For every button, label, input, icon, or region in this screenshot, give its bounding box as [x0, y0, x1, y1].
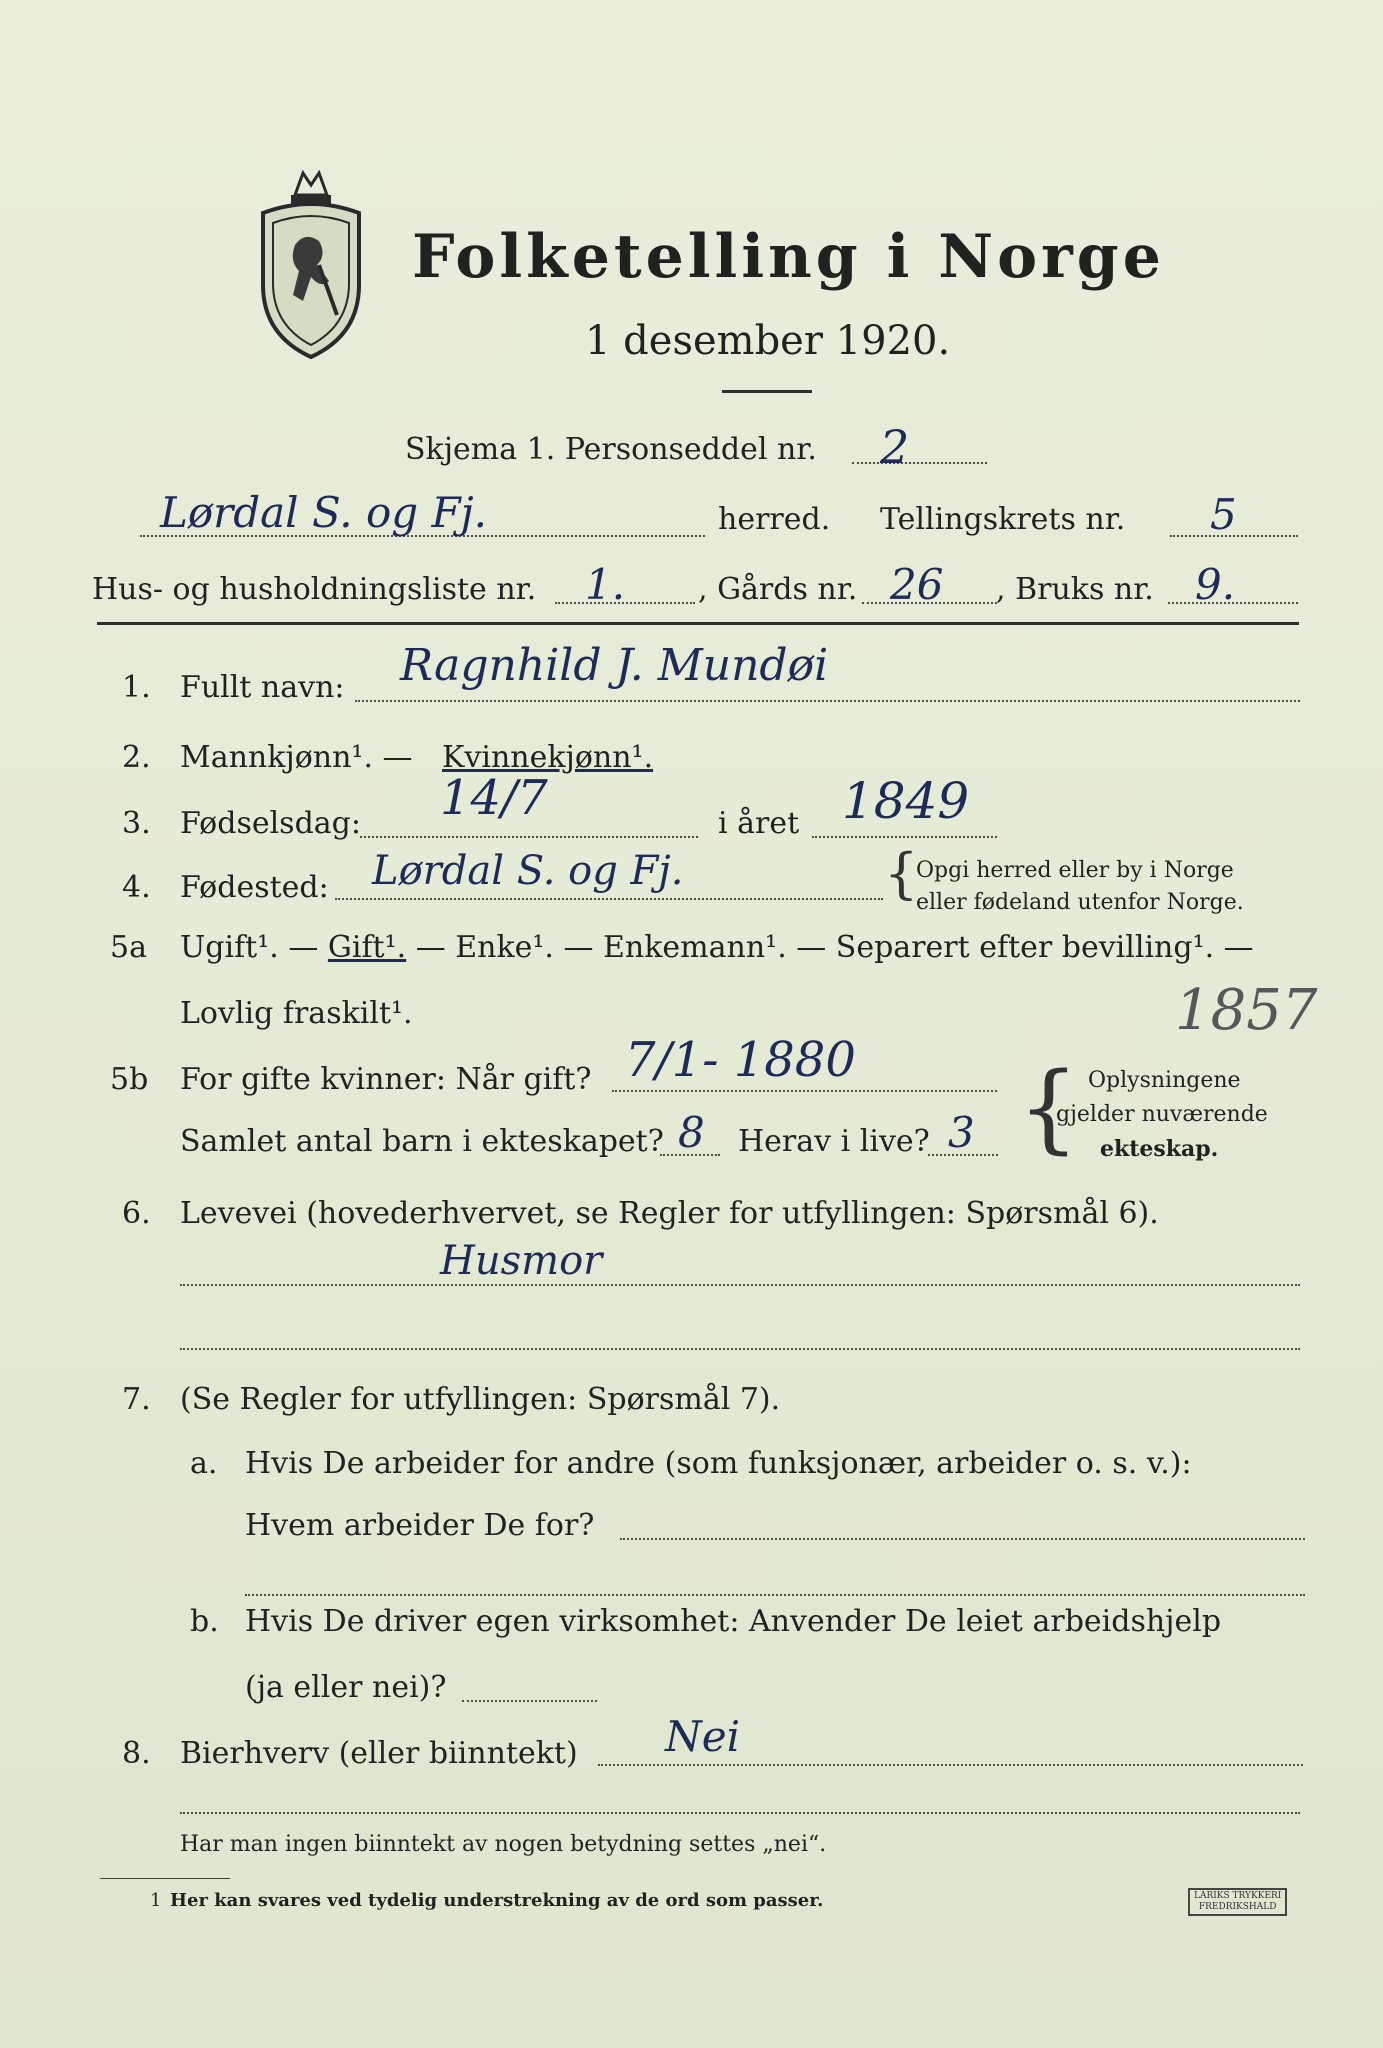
q5b-label: For gifte kvinner: Når gift? [180, 1062, 592, 1097]
q5a-other-options[interactable]: — Enke¹. — Enkemann¹. — Separert efter bevilling¹. — [406, 930, 1254, 965]
q1-line [355, 700, 1300, 702]
q8-line1 [598, 1764, 1303, 1766]
full-name-value[interactable]: Ragnhild J. Mundøi [400, 640, 829, 691]
q5a-married-option[interactable]: Gift¹. [327, 930, 407, 965]
q6-number: 6. [122, 1196, 151, 1231]
q7a-label: Hvis De arbeider for andre (som funksjonær, arbeider o. s. v.): [245, 1446, 1192, 1481]
birth-year-value[interactable]: 1849 [842, 772, 970, 830]
birth-day-value[interactable]: 14/7 [440, 770, 548, 826]
q2-number: 2. [122, 740, 151, 775]
q5b-number: 5b [110, 1062, 149, 1097]
q7b-label: Hvis De driver egen virksomhet: Anvender De leiet arbeidshjelp [245, 1604, 1222, 1639]
q8-label: Bierhverv (eller biinntekt) [180, 1736, 578, 1771]
footnote-text: Her kan svares ved tydelig understrekning av de ord som passer. [170, 1890, 824, 1911]
q7b-line [462, 1700, 597, 1702]
q5a-number: 5a [110, 930, 147, 965]
q5b-note-line1: Oplysningene [1088, 1068, 1241, 1093]
krets-value[interactable]: 5 [1210, 490, 1237, 539]
hus-label: Hus- og husholdningsliste nr. [92, 572, 537, 607]
footnote-marker: 1 [150, 1890, 162, 1911]
q5a-line2[interactable]: Lovlig fraskilt¹. [180, 996, 413, 1031]
side-income-value[interactable]: Nei [665, 1712, 741, 1761]
q3-label: Fødselsdag: [180, 806, 361, 841]
q7a-letter: a. [190, 1446, 218, 1481]
schema-label: Skjema 1. Personseddel nr. [405, 432, 817, 467]
q7b-letter: b. [190, 1604, 219, 1639]
occupation-value[interactable]: Husmor [440, 1238, 603, 1284]
marriage-date-value[interactable]: 7/1- 1880 [625, 1032, 856, 1088]
header-divider [97, 622, 1299, 625]
q5b-brace: { [1018, 1052, 1080, 1164]
q1-label: Fullt navn: [180, 670, 345, 705]
footnote-divider [100, 1878, 230, 1879]
q7-label: (Se Regler for utfyllingen: Spørsmål 7). [180, 1382, 781, 1417]
q8-line2 [180, 1812, 1300, 1814]
q6-line1 [180, 1284, 1300, 1286]
gards-value[interactable]: 26 [890, 560, 944, 609]
q5a-unmarried-option[interactable]: Ugift¹. — [180, 930, 328, 965]
children-alive-value[interactable]: 3 [948, 1108, 975, 1157]
herred-label: herred. [718, 502, 831, 537]
q4-brace: { [884, 842, 919, 905]
bruks-label: , Bruks nr. [996, 572, 1154, 607]
q3-year-line [812, 836, 997, 838]
q3-number: 3. [122, 806, 151, 841]
census-date: 1 desember 1920. [585, 318, 951, 364]
q7b-label2: (ja eller nei)? [245, 1670, 447, 1705]
person-nr-line [852, 462, 987, 464]
q8-number: 8. [122, 1736, 151, 1771]
children-count-value[interactable]: 8 [678, 1108, 705, 1157]
hus-value[interactable]: 1. [585, 560, 626, 609]
q4-label: Fødested: [180, 870, 329, 905]
q5b-married-line [612, 1090, 997, 1092]
q7a-line1 [620, 1538, 1305, 1540]
q8-note: Har man ingen biinntekt av nogen betydning settes „nei“. [180, 1832, 827, 1857]
printer-stamp-line1: LARIKS TRYKKERI [1194, 1891, 1282, 1901]
q6-label: Levevei (hovederhvervet, se Regler for utfyllingen: Spørsmål 6). [180, 1196, 1159, 1231]
q4-number: 4. [122, 870, 151, 905]
q6-line2 [180, 1348, 1300, 1350]
q7-number: 7. [122, 1382, 151, 1417]
q5a-ugift[interactable] [180, 930, 1254, 965]
q4-note-line1: Opgi herred eller by i Norge [916, 858, 1234, 883]
q5b-children-label: Samlet antal barn i ekteskapet? [180, 1124, 664, 1159]
krets-label: Tellingskrets nr. [880, 502, 1126, 537]
person-nr-value[interactable]: 2 [880, 420, 910, 474]
title-divider [722, 390, 812, 393]
form-title: Folketelling i Norge [412, 222, 1165, 292]
printer-stamp [1188, 1888, 1287, 1916]
q4-note-line2: eller fødeland utenfor Norge. [916, 890, 1244, 915]
printer-stamp-line2: FREDRIKSHALD [1198, 1902, 1277, 1912]
q3-day-line [360, 836, 698, 838]
q3-year-label: i året [718, 806, 800, 841]
q7a-label2: Hvem arbeider De for? [245, 1508, 595, 1543]
bruks-value[interactable]: 9. [1195, 560, 1236, 609]
birthplace-value[interactable]: Lørdal S. og Fj. [372, 848, 684, 894]
q2-male-label[interactable]: Mannkjønn¹. — [180, 740, 413, 775]
q5b-note-line2: gjelder nuværende [1056, 1102, 1268, 1127]
q7a-line2 [245, 1594, 1305, 1596]
q5b-alive-label: Herav i live? [738, 1124, 930, 1159]
q2-female-label[interactable]: Kvinnekjønn¹. [442, 740, 654, 775]
q4-line [335, 898, 883, 900]
gards-label: , Gårds nr. [698, 572, 858, 607]
q5b-note-line3: ekteskap. [1100, 1136, 1219, 1162]
q5a-annotation: 1857 [1175, 978, 1318, 1043]
norwegian-coat-of-arms-icon [255, 165, 367, 365]
herred-value[interactable]: Lørdal S. og Fj. [160, 488, 487, 537]
q1-number: 1. [122, 670, 151, 705]
